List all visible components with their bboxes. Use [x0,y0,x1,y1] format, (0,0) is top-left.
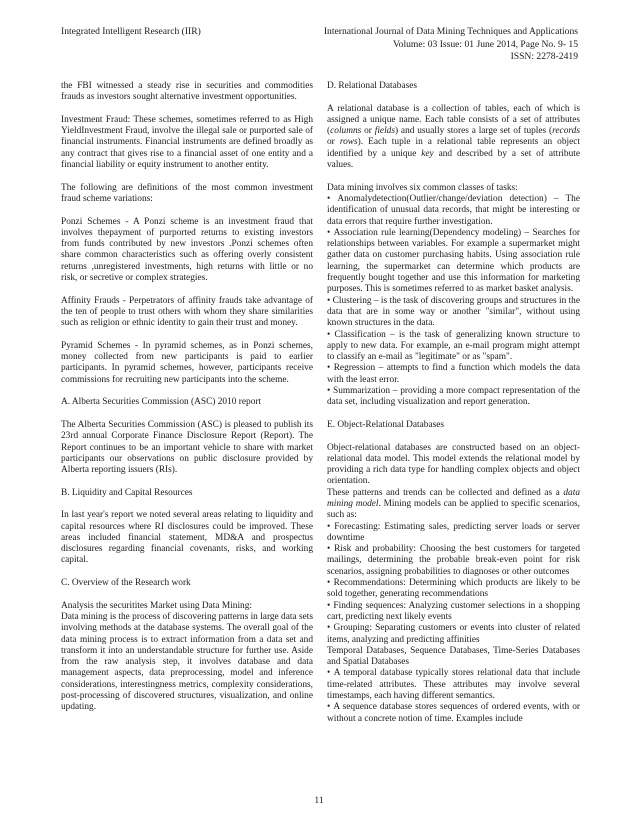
header-volume-issue: Volume: 03 Issue: 01 June 2014, Page No. 9- 15 [392,38,578,50]
bullet-classification: • Classification – is the task of generalizing known structure to apply to new data. For example, an e-mail program might attempt to classify an e-mail as "legitimate" or as "spam". [327,330,580,364]
paragraph-fraud-variations: The following are definitions of the most common investment fraud scheme variations: [61,182,313,204]
term-records: records [552,126,580,137]
paragraph-database-types: Temporal Databases, Sequence Databases, Time-Series Databases and Spatial Databases [327,645,580,668]
term-rows: rows [339,137,358,148]
term-data-mining-model: data mining model [327,487,580,509]
paragraph-liquidity: In last year's report we noted several areas relating to liquidity and capital resources where RI disclosures could be improved. These areas included financial statement, MD&A and prospectus disclosures regarding financial covenants, risks, and working capital. [61,510,313,566]
right-column [327,81,580,725]
paragraph-object-relational: Object-relational databases are constructed based on an object-relational data model. This model extends the relational model by providing a rich data type for handling complex objects and object orientation. [327,442,580,487]
bullet-forecasting: • Forecasting: Estimating sales, predicting server loads or server downtime [327,522,580,545]
paragraph-data-mining-definition: Data mining is the process of discovering patterns in large data sets involving methods at the database systems. The overall goal of the data mining process is to extract information from a data set and transform it into an understandable structure for further use. Aside from the raw analysis step, it involves database and data management aspects, data preprocessing, model and inference considerations, interestingness metrics, complexity considerations, post-processing of discovered structures, visualization, and online updating. [61,611,313,713]
section-heading-liquidity: B. Liquidity and Capital Resources [61,487,193,498]
bullet-grouping: • Grouping: Separating customers or events into cluster of related items, analyzing and predicting affinities [327,623,580,646]
left-column [61,81,313,714]
term-columns: columns [330,126,362,137]
section-heading-asc-report: A. Alberta Securities Commission (ASC) 2010 report [61,397,262,408]
page-number: 11 [314,795,324,806]
section-heading-relational-databases: D. Relational Databases [327,81,418,91]
bullet-sequence-database: • A sequence database stores sequences of ordered events, with or without a concrete notion of time. Examples include [327,702,580,725]
section-heading-object-relational: E. Object-Relational Databases [327,419,445,430]
paragraph-analysis-title: Analysis the securitites Market using Data Mining: [61,600,252,611]
bullet-anomaly-detection: • Anomalydetection(Outlier/change/deviation detection) – The identification of unusual data records, that might be interesting or data errors that require further investigation. [327,194,580,228]
paragraph-investment-fraud: Investment Fraud: These schemes, sometimes referred to as High YieldInvestment Fraud, involve the illegal sale or purported sale of financial instruments. Financial instruments are defined broadly as any contract that gives rise to a financial asset of one entity and a financial liability or equity instrument to another entity. [61,114,313,171]
text-fragment: ). Each tuple in a relational table represents an object identified by a unique [327,137,580,159]
term-fields: fields [374,126,395,137]
text-fragment: . Mining models can be applied to specific scenarios, such as: [327,498,580,521]
bullet-summarization: • Summarization – providing a more compact representation of the data set, including visualization and report generation. [327,386,580,409]
bullet-association-rule-learning: • Association rule learning(Dependency modeling) – Searches for relationships between variables. For example a supermarket might gather data on customer purchasing habits. Using association rule learning, the supermarket can determine which products are frequently bought together and use this information for marketing purposes. This is sometimes referred to as market basket analysis. [327,228,580,296]
term-key: key [421,148,434,159]
header-journal-title: International Journal of Data Mining Techniques and Applications [323,26,578,37]
paragraph-asc-report: The Alberta Securities Commission (ASC) is pleased to publish its 23rd annual Corporate Finance Disclosure Report (Report). The Report continues to be an important vehicle to share with market participants our observations on public disclosure provided by Alberta reporting issuers (RIs). [61,419,313,476]
text-fragment: ) and usually stores a large set of tuples ( [394,126,553,137]
text-fragment: or [361,126,375,137]
paragraph-affinity-frauds: Affinity Frauds - Perpetrators of affinity frauds take advantage of the ten of people to trust others with whom they share similarities such as religion or ethnic identity to gain their trust and money. [61,295,313,329]
bullet-temporal-database: • A temporal database typically stores relational data that include time-related attributes. These attributes may involve several timestamps, each having different semantics. [327,668,580,702]
paragraph-mining-model [327,488,580,522]
text-fragment: or [327,137,340,148]
header-journal-publisher: Integrated Intelligent Research (IIR) [61,26,201,37]
bullet-regression: • Regression – attempts to find a function which models the data with the least error. [327,363,580,386]
paragraph-pyramid-schemes: Pyramid Schemes - In pyramid schemes, as in Ponzi schemes, money collected from new participants is paid to earlier participants. In pyramid schemes, however, participants receive commissions for recruiting new participants into the scheme. [61,340,313,385]
bullet-risk-probability: • Risk and probability: Choosing the best customers for targeted mailings, determining the probable break-even point for risk scenarios, assigning probabilities to diagnoses or other outcomes [327,544,580,578]
bullet-finding-sequences: • Finding sequences: Analyzing customer selections in a shopping cart, predicting next likely events [327,601,580,624]
bullet-clustering: • Clustering – is the task of discovering groups and structures in the data that are in some way or another "similar", without using known structures in the data. [327,296,580,330]
header-issn: ISSN: 2278-2419 [510,51,578,63]
text-fragment: and described by a set of attribute values. [327,148,580,171]
header-journal-info [278,26,578,64]
text-fragment: These patterns and trends can be collected and defined as a [327,487,564,498]
section-heading-research-overview: C. Overview of the Research work [61,578,191,589]
paragraph-ponzi-schemes: Ponzi Schemes - A Ponzi scheme is an investment fraud that involves thepayment of purported returns to existing investors from funds contributed by new investors .Ponzi schemes often share common characteristics such as offering overly consistent returns ,unregistered investments, high returns with little or no risk, or secretive or complex strategies. [61,216,313,284]
paragraph-relational-database [327,104,580,172]
text-fragment: A relational database is a collection of tables, each of which is assigned a unique name. Each table consists of a set of attributes ( [327,103,580,137]
bullet-recommendations: • Recommendations: Determining which products are likely to be sold together, generating recommendations [327,578,580,601]
paragraph-tasks-intro: Data mining involves six common classes of tasks: [327,182,518,193]
paragraph-fbi-rise: the FBI witnessed a steady rise in securities and commodities frauds as investors sought alternative investment opportunities. [61,81,313,103]
